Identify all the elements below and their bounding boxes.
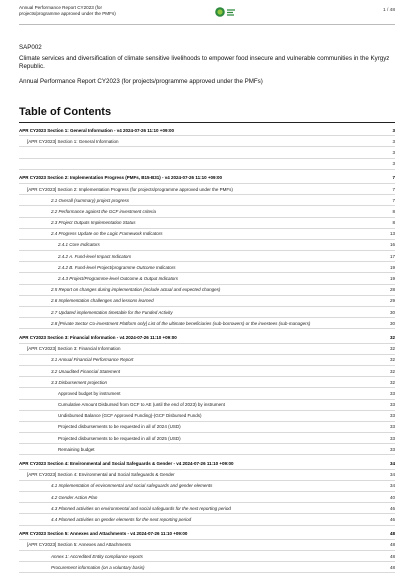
toc-entry-row[interactable] [19, 159, 395, 170]
toc-entry-page: 34 [389, 483, 395, 489]
toc-section-row[interactable] [19, 529, 395, 540]
toc-entry-title: 2.8 [Private Sector Co-investment Platform only] List of the ultimate beneficiaries (sub-borrowers) or the investees (sub-managers) [51, 320, 311, 326]
toc-entry-title: Projected disbursements to be requested in all of 2024 (USD) [58, 424, 181, 430]
toc-entry-title: 2.3 Project Outputs Implementation Status [51, 220, 136, 226]
toc-entry-page: 19 [389, 276, 395, 282]
toc-entry-row[interactable] [19, 433, 395, 444]
toc-entry-title: APR CY2023 Section 4: Environmental and Social Safeguards & Gender - v4 2024-07-26 11:10 +09:00 [19, 461, 234, 467]
toc-entry-row[interactable] [19, 195, 395, 206]
toc-entry-title: Projected disbursements to be requested in all of 2025 (USD) [58, 435, 181, 441]
toc-entry-row[interactable] [19, 388, 395, 399]
toc-entry-page: 30 [389, 309, 395, 315]
toc-entry-row[interactable] [19, 492, 395, 503]
toc-entry-page: 48 [389, 553, 395, 559]
toc-entry-row[interactable] [19, 551, 395, 562]
toc-entry-row[interactable] [19, 296, 395, 307]
toc-entry-title: Cumulative Amount Disbursed from GCF to AE (until the end of 2023) by instrument [58, 402, 225, 408]
toc-entry-title: 4.1 Implementation of environmental and social safeguards and gender elements [51, 483, 213, 489]
toc-entry-row[interactable] [19, 218, 395, 229]
toc-entry-title: 2.4.1 Core Indicators [58, 242, 100, 248]
toc-entry-title: 4.2 Gender Action Plan [51, 494, 98, 500]
toc-entry-row[interactable] [19, 147, 395, 158]
toc-entry-page: 32 [389, 334, 395, 340]
toc-entry-title: [APR CY2023] Section 4: Environmental and Social Safeguards & Gender [27, 472, 175, 478]
toc-entry-title: Remaining budget [58, 446, 95, 452]
toc-entry-page: 33 [389, 390, 395, 396]
toc-entry-page: 46 [389, 516, 395, 522]
header-title-line-1: Annual Performance Report CY2023 (for [19, 5, 102, 10]
toc-entry-row[interactable] [19, 344, 395, 355]
toc-entry-page: 13 [389, 231, 395, 237]
toc-section-row[interactable] [19, 173, 395, 184]
toc-entry-page: 7 [392, 175, 395, 181]
toc-entry-page: 48 [389, 542, 395, 548]
toc-entry-row[interactable] [19, 562, 395, 573]
toc-entry-page: 32 [389, 357, 395, 363]
toc-entry-title: [APR CY2023] Section 3: Financial Information [27, 346, 121, 352]
gcf-logo-icon [215, 6, 237, 18]
toc-entry-title: 3.3 Disbursement projection [51, 379, 108, 385]
toc-entry-title: Annex 1: Accredited Entity compliance reports [51, 553, 143, 559]
toc-entry-page: 29 [389, 298, 395, 304]
header-divider [19, 24, 395, 25]
toc-entry-row[interactable] [19, 470, 395, 481]
toc-entry-title: 2.2 Performance against the GCF investment criteria [51, 208, 156, 214]
toc-entry-row[interactable] [19, 377, 395, 388]
toc-entry-page: 40 [389, 494, 395, 500]
toc-entry-row[interactable] [19, 251, 395, 262]
toc-entry-page: 34 [389, 461, 395, 467]
toc-section-row[interactable] [19, 332, 395, 343]
toc-section-row[interactable] [19, 125, 395, 136]
toc-entry-page: 33 [389, 413, 395, 419]
toc-entry-row[interactable] [19, 240, 395, 251]
header-title [19, 5, 169, 16]
toc-entry-page: 8 [392, 208, 395, 214]
toc-entry-title: APR CY2023 Section 5: Annexes and Attachments - v4 2024-07-26 11:10 +09:00 [19, 531, 188, 537]
page-number: 1 / 48 [382, 8, 395, 13]
toc-entry-title: 3.2 Unaudited Financial Statement [51, 368, 121, 374]
project-title: Climate services and diversification of climate sensitive livelihoods to empower food insecure and vulnerable communities in the Kyrgyz Republic. [19, 55, 390, 70]
toc-entry-title: 4.4 Planned activities on gender elements for the next reporting period [51, 516, 192, 522]
toc-entry-page: 16 [389, 242, 395, 248]
toc-entry-title: 2.4.2 A. Fund-level Impact Indicators [58, 253, 132, 259]
toc-entry-title: 2.4.3 Project/Programme-level Outcome & Output Indicators [58, 276, 179, 282]
toc-entry-page: 3 [392, 138, 395, 144]
toc-entry-page: 19 [389, 264, 395, 270]
toc-entry-title: 2.7 Updated implementation timetable for the Funded Activity [51, 309, 173, 315]
toc-entry-page: 34 [389, 472, 395, 478]
toc-entry-page: 28 [389, 287, 395, 293]
toc-entry-page: 17 [389, 253, 395, 259]
document-intro [19, 44, 395, 86]
toc-entry-title: [APR CY2023] Section 5: Annexes and Attachments [27, 542, 131, 548]
toc-entry-row[interactable] [19, 481, 395, 492]
toc-entry-title: APR CY2023 Section 3: Financial Information - v4 2024-07-26 11:10 +09:00 [19, 334, 177, 340]
page-header [19, 0, 395, 29]
toc-entry-row[interactable] [19, 307, 395, 318]
toc-entry-title: 4.3 Planned activities on environmental and social safeguards for the next reporting period [51, 505, 231, 511]
toc-entry-row[interactable] [19, 184, 395, 195]
toc-entry-row[interactable] [19, 366, 395, 377]
toc-entry-page: 33 [389, 402, 395, 408]
toc-entry-row[interactable] [19, 400, 395, 411]
toc-entry-title: 2.4.2 B. Fund-level Project/programme Outcome Indicators [58, 264, 176, 270]
toc-entry-row[interactable] [19, 262, 395, 273]
toc-entry-page: 32 [389, 346, 395, 352]
toc-entry-title: 2.1 Overall (summary) project progress [51, 197, 130, 203]
project-code: SAP002 [19, 44, 42, 51]
toc-entry-page: 32 [389, 368, 395, 374]
toc-entry-title: 2.5 Report on changes during implementation (include actual and expected changes) [51, 287, 221, 293]
toc-entry-page: 3 [392, 161, 395, 167]
toc-entry-title: [APR CY2023] Section 1: General Information [27, 138, 119, 144]
toc-entry-row[interactable] [19, 540, 395, 551]
toc-entry-title: 2.4 Progress Update on the Logic Framework Indicators [51, 231, 163, 237]
toc-entry-row[interactable] [19, 355, 395, 366]
toc-entry-page: 32 [389, 379, 395, 385]
toc-entry-row[interactable] [19, 273, 395, 284]
toc-entry-title: 3.1 Annual Financial Performance Report [51, 357, 134, 363]
toc-entry-title: [APR CY2023] Section 2: Implementation Progress (for projects/programme approved under the PMFs) [27, 186, 233, 192]
toc-entry-page: 30 [389, 320, 395, 326]
toc-entry-page: 48 [389, 531, 395, 537]
toc-entry-page: 33 [389, 424, 395, 430]
toc-entry-page: 3 [392, 149, 395, 155]
toc-entry-row[interactable] [19, 503, 395, 514]
toc-entry-title: APR CY2023 Section 1: General Information - v4 2024-07-26 11:10 +09:00 [19, 127, 174, 133]
toc-entry-row[interactable] [19, 422, 395, 433]
toc-entry-row[interactable] [19, 411, 395, 422]
toc-entry-page: 33 [389, 435, 395, 441]
toc-entry-page: 33 [389, 446, 395, 452]
toc-section-row[interactable] [19, 458, 395, 469]
toc-entry-title: Approved budget by instrument [58, 390, 121, 396]
toc-entry-page: 3 [392, 127, 395, 133]
toc-entry-page: 46 [389, 505, 395, 511]
toc-entry-row[interactable] [19, 285, 395, 296]
toc-entry-row[interactable] [19, 136, 395, 147]
toc-entry-title: Procurement information (on a voluntary basis) [51, 564, 145, 570]
toc-entry-row[interactable] [19, 206, 395, 217]
report-title: Annual Performance Report CY2023 (for projects/programme approved under the PMFs) [19, 78, 263, 85]
toc-entry-page: 8 [392, 220, 395, 226]
toc-entry-title: 2.6 Implementation challenges and lessons learned [51, 298, 154, 304]
toc-entry-row[interactable] [19, 318, 395, 329]
toc-entry-page: 48 [389, 564, 395, 570]
toc-entry-row[interactable] [19, 229, 395, 240]
toc-entry-page: 7 [392, 197, 395, 203]
toc-entry-page: 7 [392, 186, 395, 192]
toc-entry-row[interactable] [19, 444, 395, 455]
toc-entry-title: APR CY2023 Section 2: Implementation Progress (PMFs, B15-B31) - v4 2024-07-26 11:10 +09:00 [19, 175, 222, 181]
toc-entry-title: Undisbursed Balance (GCF Approved Funding)-(GCF Disbursed Funds) [58, 413, 202, 419]
table-of-contents [19, 125, 395, 573]
header-title-line-2: projects/programme approved under the PMFs) [19, 10, 116, 16]
toc-entry-row[interactable] [19, 514, 395, 525]
toc-heading: Table of Contents [19, 106, 395, 123]
